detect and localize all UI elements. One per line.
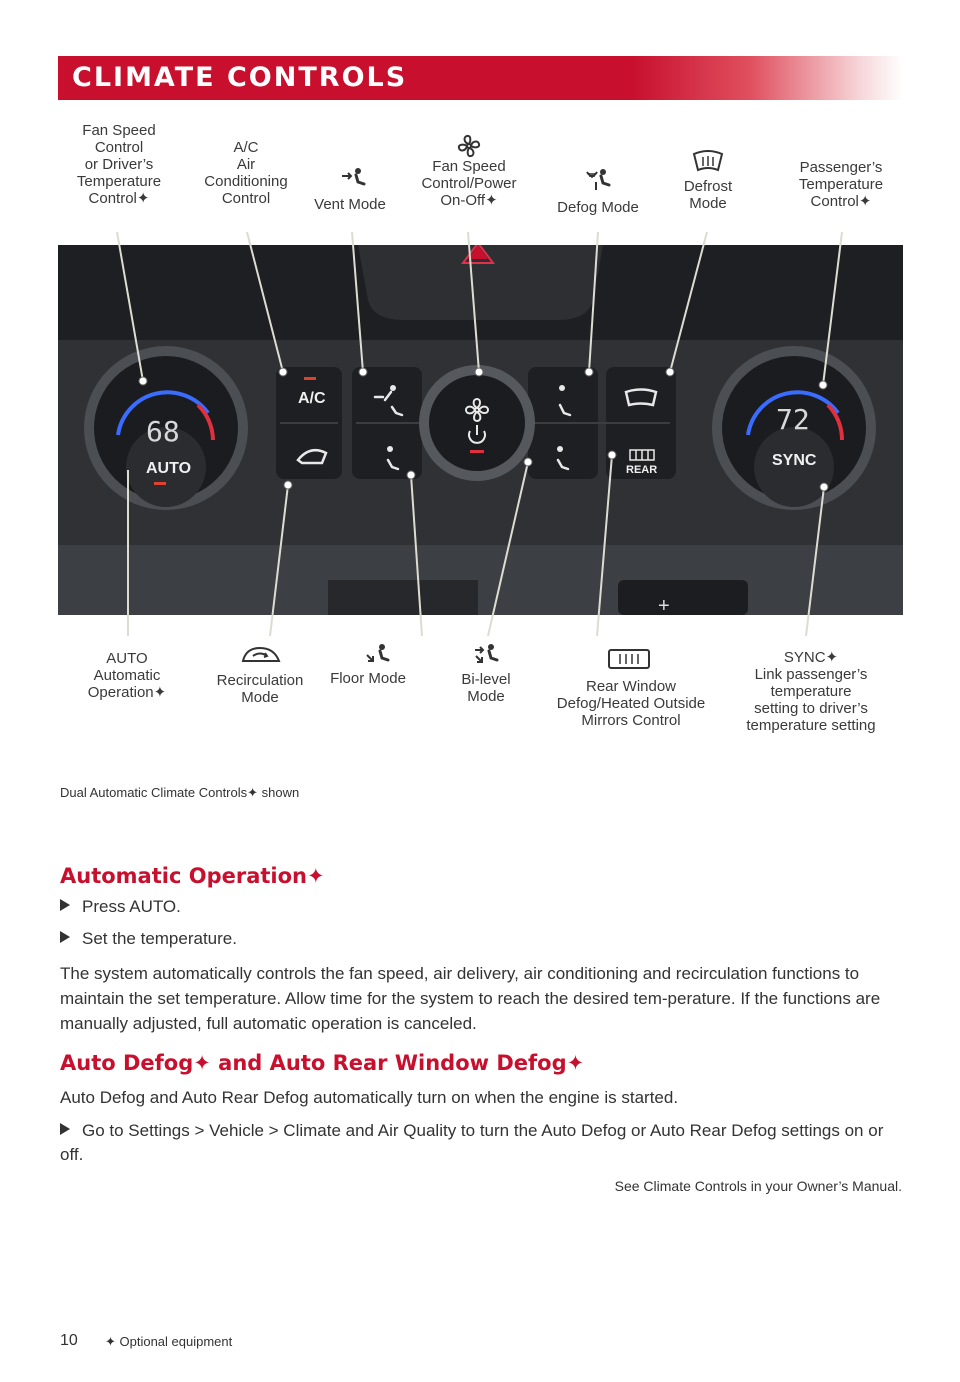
vent-mode-icon <box>340 167 368 191</box>
bullet-arrow-icon <box>60 1123 70 1135</box>
auto-defog-paragraph: Auto Defog and Auto Rear Defog automatically turn on when the engine is started. <box>60 1088 679 1107</box>
floor-mode-icon <box>363 643 391 667</box>
auto-op-paragraph: The system automatically controls the fan speed, air delivery, air conditioning and recirculation functions to maintain the set temperature. Allow time for the system to reach the desired tem-perature. If the functions are manually adjusted, full automatic operation is canceled. <box>60 964 881 1033</box>
auto-defog-heading: Auto Defog✦ and Auto Rear Window Defog✦ <box>60 1051 585 1075</box>
climate-panel-photo <box>58 245 903 615</box>
auto-defog-bullet: Go to Settings > Vehicle > Climate and Air Quality to turn the Auto Defog or Auto Rear Defog settings on or off. <box>60 1121 884 1164</box>
label-ac: A/C Air Conditioning Control <box>204 139 288 207</box>
recirculation-icon <box>240 645 282 665</box>
rear-defog-icon <box>607 648 651 670</box>
bullet-arrow-icon <box>60 899 70 911</box>
auto-op-bullet-1: Press AUTO. <box>60 897 181 917</box>
page-title: CLIMATE CONTROLS <box>72 62 408 93</box>
label-fan-driver: Fan Speed Control or Driver’s Temperature Control✦ <box>76 122 162 207</box>
driver-temp-display: 68 <box>146 415 180 448</box>
fan-icon <box>456 133 482 159</box>
bullet-arrow-icon <box>60 931 70 943</box>
label-recirc: Recirculation Mode <box>216 672 304 706</box>
label-vent: Vent Mode <box>314 196 386 213</box>
ac-button-text: A/C <box>298 390 326 407</box>
rear-button-text: REAR <box>626 464 658 476</box>
see-also-note: See Climate Controls in your Owner’s Manual. <box>614 1178 902 1194</box>
defrost-mode-icon <box>692 150 724 172</box>
label-bilevel: Bi-level Mode <box>461 671 511 705</box>
defog-mode-icon <box>584 168 612 192</box>
bilevel-mode-icon <box>472 643 500 667</box>
auto-button-text: AUTO <box>146 460 192 477</box>
label-floor: Floor Mode <box>330 670 406 687</box>
label-passenger: Passenger’s Temperature Control✦ <box>798 159 884 210</box>
passenger-temp-display: 72 <box>776 403 810 436</box>
optional-equipment-note: ✦ Optional equipment <box>105 1334 233 1349</box>
sync-button-text: SYNC <box>772 452 817 469</box>
label-fan-power: Fan Speed Control/Power On-Off✦ <box>421 158 517 209</box>
page-number: 10 <box>60 1332 78 1349</box>
photo-caption: Dual Automatic Climate Controls✦ shown <box>60 785 300 800</box>
label-rear: Rear Window Defog/Heated Outside Mirrors Control <box>556 678 706 729</box>
auto-op-bullet-2: Set the temperature. <box>60 929 237 949</box>
label-sync: SYNC✦ Link passenger’s temperature setting to driver’s temperature setting <box>746 649 876 734</box>
label-defog: Defog Mode <box>557 199 639 216</box>
label-defrost: Defrost Mode <box>683 178 733 212</box>
auto-op-heading: Automatic Operation✦ <box>60 864 325 888</box>
svg-text:+: + <box>658 595 670 615</box>
label-auto: AUTO Automatic Operation✦ <box>87 650 167 701</box>
